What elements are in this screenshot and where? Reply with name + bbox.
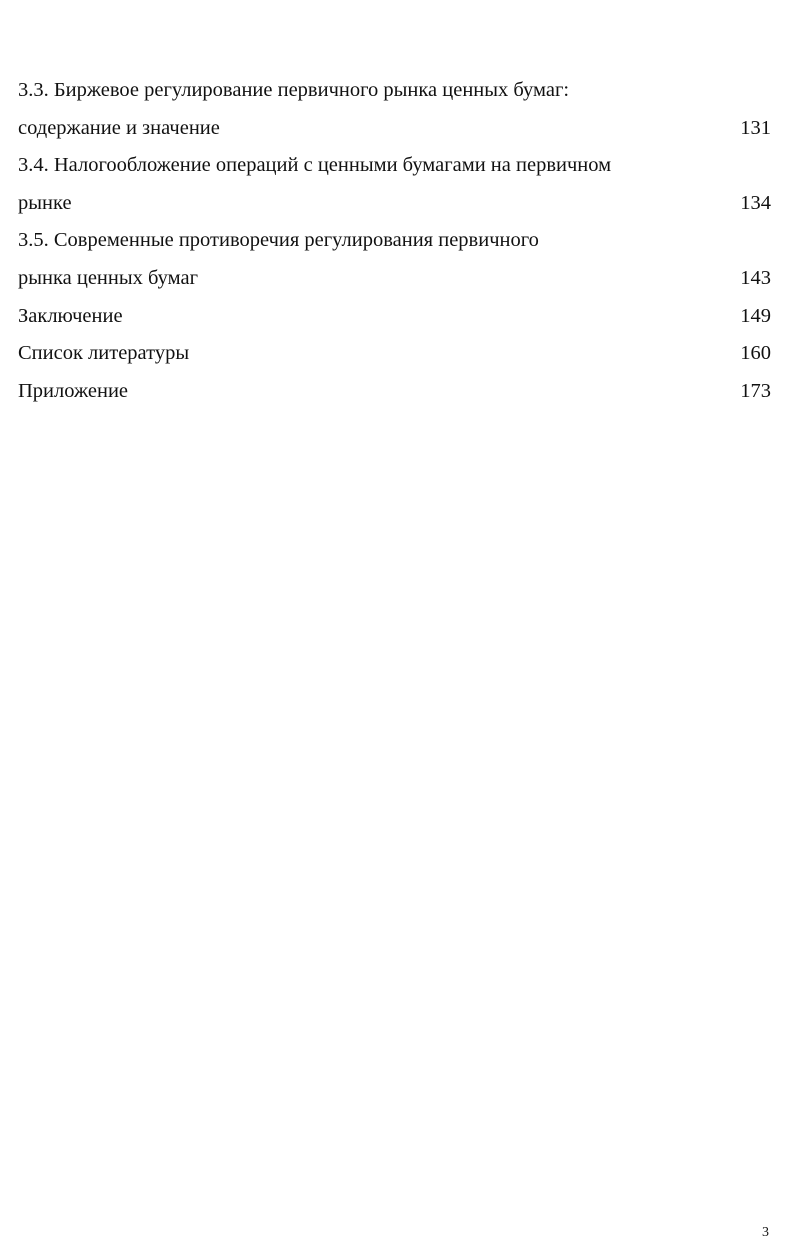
toc-entry-text: Список литературы	[18, 342, 190, 365]
toc-entry-line	[18, 373, 771, 411]
toc-page-number: 160	[740, 342, 771, 365]
toc-page-number: 149	[740, 304, 771, 327]
toc-entry-text: 3.4. Налогообложение операций с ценными бумагами на первичном	[18, 154, 612, 177]
toc-entry-line	[18, 72, 771, 110]
toc-entry-line	[18, 222, 771, 260]
toc-entry-line	[18, 298, 771, 336]
toc-entry-text: рынка ценных бумаг	[18, 266, 198, 289]
toc-entry-line	[18, 260, 771, 298]
page-number: 3	[762, 1225, 769, 1240]
toc-entry-line	[18, 335, 771, 373]
toc-page-number: 143	[740, 266, 771, 289]
toc-page-number: 173	[740, 379, 771, 402]
toc-entry-text: 3.5. Современные противоречия регулирования первичного	[18, 229, 539, 252]
toc-page-number: 134	[740, 191, 771, 214]
toc-page-number: 131	[740, 116, 771, 139]
table-of-contents	[18, 72, 771, 410]
toc-entry-line	[18, 110, 771, 148]
toc-entry-text: 3.3. Биржевое регулирование первичного рынка ценных бумаг:	[18, 79, 570, 101]
toc-entry-text: Заключение	[18, 304, 123, 327]
toc-entry-text: рынке	[18, 191, 72, 214]
toc-entry-line	[18, 185, 771, 223]
toc-entry-text: Приложение	[18, 379, 129, 402]
toc-entry-text: содержание и значение	[18, 116, 220, 139]
toc-entry-line	[18, 147, 771, 185]
